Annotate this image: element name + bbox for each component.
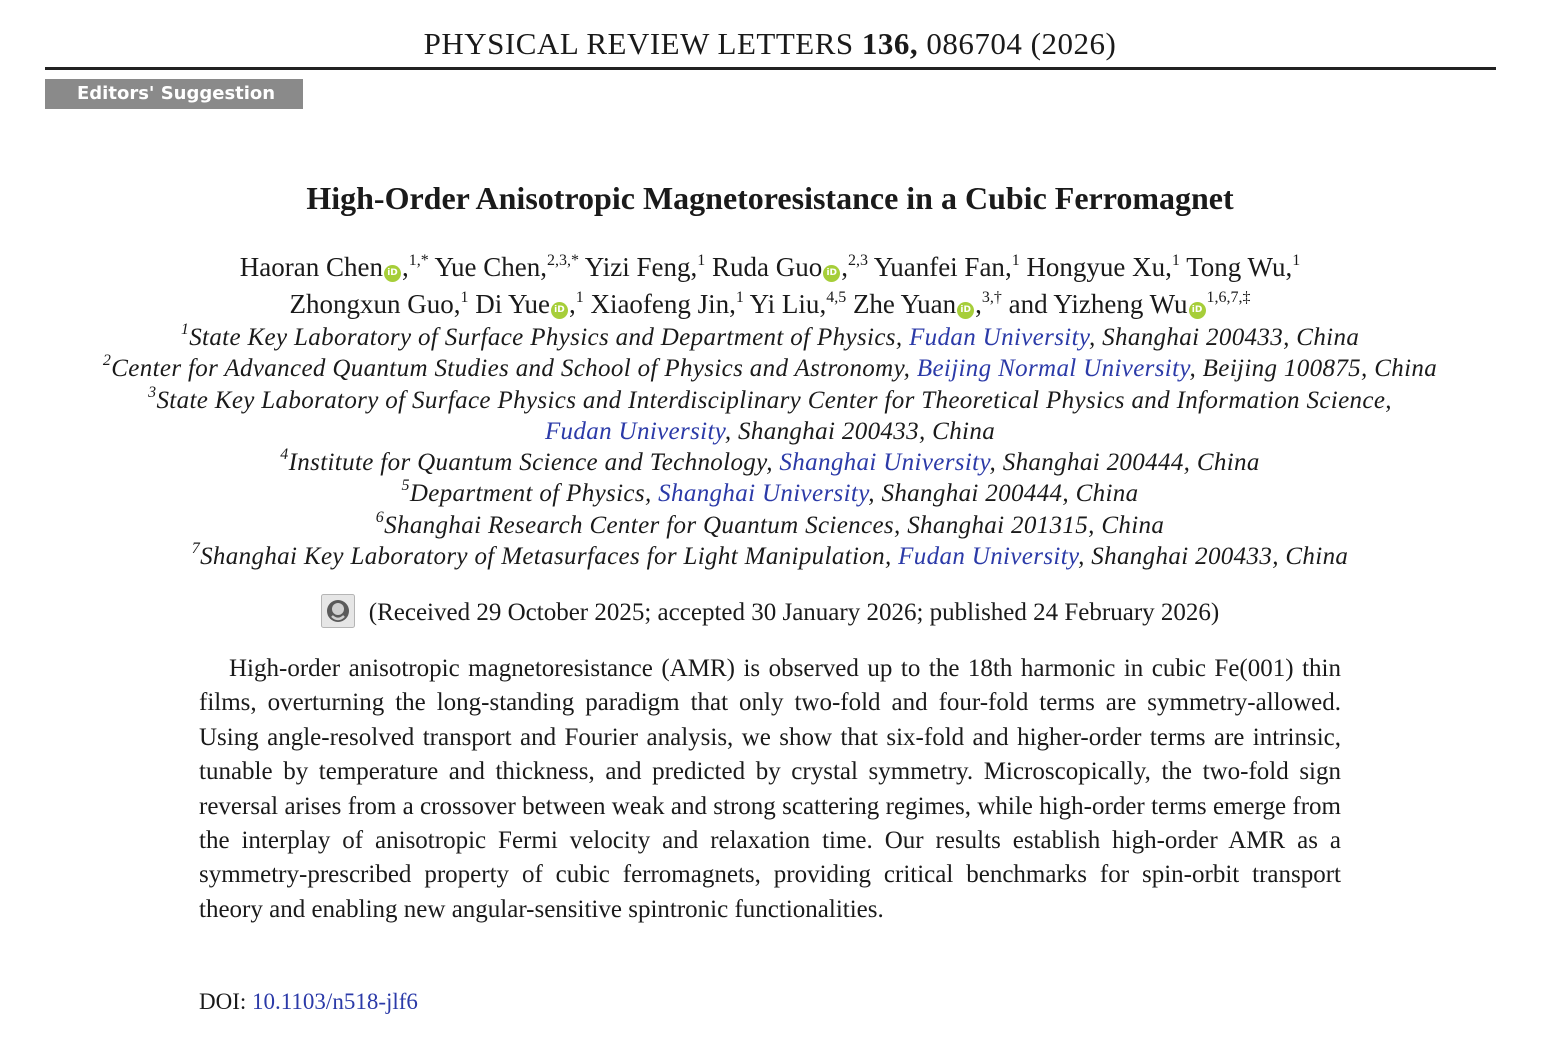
author-line-2 (0, 286, 1540, 323)
journal-article: 086704 (2026) (926, 26, 1117, 61)
publication-dates (0, 594, 1540, 631)
author[interactable]: Xiaofeng Jin,$^1$ (590, 289, 744, 319)
editors-suggestion-badge[interactable]: Editors' Suggestion (45, 79, 303, 109)
author-line-1 (0, 249, 1540, 286)
affiliation: $^1$State Key Laboratory of Surface Physics and Department of Physics, Fudan University, Shanghai 200433, China (180, 321, 1360, 351)
institution-link[interactable]: Fudan University (544, 417, 725, 445)
paper-title: High-Order Anisotropic Magnetoresistance in a Cubic Ferromagnet (306, 180, 1234, 216)
author[interactable]: Yizheng Wu $iD^{1,6,7,\ddagger}$ (1053, 289, 1251, 319)
author[interactable]: Di Yue iD ,$^1$ (475, 289, 584, 319)
author[interactable]: Hongyue Xu,$^1$ (1026, 252, 1180, 282)
author-list (0, 249, 1540, 323)
author[interactable]: Haoran Chen iD ,$^{1,*}$ (239, 252, 429, 282)
author[interactable]: Yi Liu,$^{4,5}$ (749, 289, 847, 319)
affiliation: $^2$Center for Advanced Quantum Studies and School of Physics and Astronomy, Beijing Normal University, Beijing 100875, China (102, 352, 1438, 383)
affiliation: $^6$Shanghai Research Center for Quantum Sciences, Shanghai 201315, China (375, 508, 1165, 539)
orcid-icon[interactable]: iD (823, 265, 840, 282)
affiliation: $^3$State Key Laboratory of Surface Physics and Interdisciplinary Center for Theoretical Physics and Information Science, (148, 383, 1392, 414)
author[interactable]: Yizi Feng,$^1$ (584, 252, 706, 282)
dates-text: (Received 29 October 2025; accepted 30 January 2026; published 24 February 2026) (368, 599, 1220, 626)
doi (199, 985, 418, 1019)
institution-link[interactable]: Shanghai University (779, 449, 990, 477)
author[interactable]: Zhe Yuan iD ,$^{3,\dagger}$ (852, 289, 1002, 319)
author[interactable]: Zhongxun Guo,$^1$ (289, 289, 469, 319)
journal-name: PHYSICAL REVIEW LETTERS (423, 26, 854, 61)
affiliation: $^7$Shanghai Key Laboratory of Metasurfaces for Light Manipulation, Fudan University, Shanghai 200433, China (191, 540, 1349, 571)
orcid-icon[interactable]: iD (957, 302, 974, 319)
doi-link[interactable]: 10.1103/n518-jlf6 (252, 989, 418, 1014)
institution-link[interactable]: Shanghai University (658, 480, 869, 508)
and-word: and (1008, 289, 1048, 319)
affiliation: $^4$Institute for Quantum Science and Technology, Shanghai University, Shanghai 200444, China (280, 446, 1260, 477)
affiliation-list (0, 322, 1540, 572)
orcid-icon[interactable]: iD (1189, 302, 1206, 319)
institution-link[interactable]: Fudan University (898, 543, 1079, 571)
institution-link[interactable]: Beijing Normal University (916, 355, 1190, 383)
abstract: High-order anisotropic magnetoresistance (AMR) is observed up to the 18th harmonic in cubic Fe(001) thin films, overturning the long-standing paradigm that only two-fold and four-fold terms are symmetry-allowed. Using angle-resolved transport and Fourier analysis, we show that six-fold and higher-order terms are intrinsic, tunable by temperature and thickness, and predicted by crystal symmetry. Microscopically, the two-fold sign reversal arises from a crossover between weak and strong scattering regimes, while high-order terms emerge from the interplay of anisotropic Fermi velocity and relaxation time. Our results establish high-order AMR as a symmetry-prescribed property of cubic ferromagnets, providing critical benchmarks for spin-orbit transport theory and enabling new angular-sensitive spintronic functionalities. (199, 655, 1341, 923)
institution-link[interactable]: Fudan University (909, 324, 1089, 351)
journal-volume: 136, (861, 26, 919, 61)
author[interactable]: Ruda Guo iD ,$^{2,3}$ (711, 252, 868, 282)
orcid-icon[interactable]: iD (384, 265, 401, 282)
orcid-icon[interactable]: iD (551, 302, 568, 319)
author[interactable]: Yuanfei Fan,$^1$ (873, 252, 1020, 282)
affiliation: $^5$Department of Physics, Shanghai University, Shanghai 200444, China (401, 477, 1139, 508)
author[interactable]: Yue Chen,$^{2,3,*}$ (434, 252, 579, 282)
journal-header (0, 26, 1540, 62)
affiliation-continued: Fudan University, Shanghai 200433, China (544, 417, 996, 445)
author[interactable]: Tong Wu,$^1$ (1186, 252, 1301, 282)
check-for-updates-icon[interactable] (321, 594, 355, 628)
doi-label: DOI: (199, 989, 247, 1014)
header-rule (45, 67, 1496, 70)
